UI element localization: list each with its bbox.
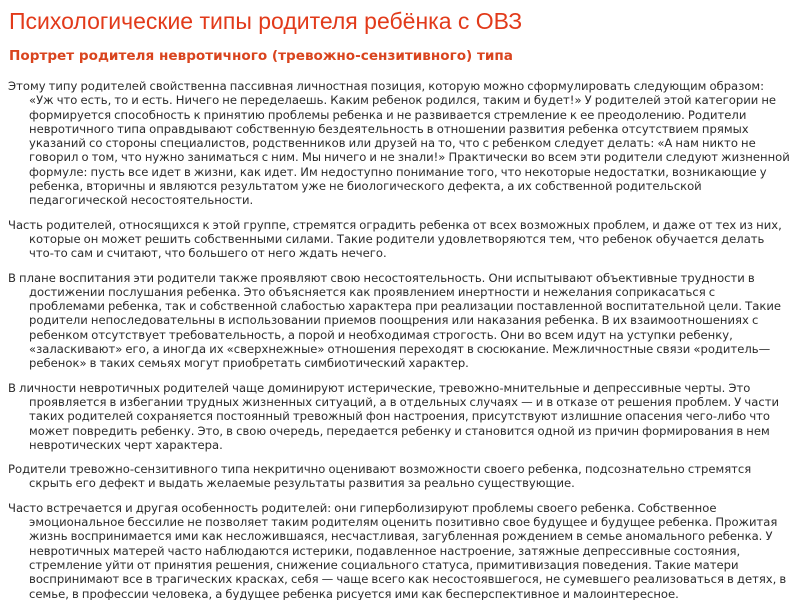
slide-subtitle: Портрет родителя невротичного (тревожно-сензитивного) типа: [9, 48, 513, 64]
paragraph-6: Часто встречается и другая особенность родителей: они гиперболизируют проблемы своего ребенка. Собственное эмоциональное бессилие не позволяет таким родителям оценить позитивно свое будущее и будущее ребенка. Прожитая жизнь воспринимается ими как несложившаяся, несчастливая, загубленная рождением в семье аномального ребенка. У невротичных матерей часто наблюдаются истерики, подавленное настроение, затяжные депрессивные состояния, стремление уйти от принятия решения, снижение социального статуса, примитивизация поведения. Такие матери воспринимают все в трагических красках, себя — чаще всего как несостоявшегося, не сумевшего реализоваться в детях, в семье, в профессии человека, а будущее ребенка рисуется ими как бесперспективное и малоинтересное.: [8, 500, 787, 600]
paragraph-5: Родители тревожно-сензитивного типа некритично оценивают возможности своего ребенка, подсознательно стремятся скрыть его дефект и выдать желаемые результаты развития за реально существующие.: [8, 462, 752, 491]
paragraph-3: В плане воспитания эти родители также проявляют свою несостоятельность. Они испытывают объективные трудности в достижении послушания ребенка. Это объясняется как проявлением инертности и нежелания соприкасаться с проблемами ребенка, так и собственной слабостью характера при реализации поставленной воспитательной цели. Такие родители непоследовательны в использовании приемов поощрения или наказания ребенка. В их взаимоотношениях с ребенком отсутствует требовательность, а порой и необходимая строгость. Они во всем идут на уступки ребенку, «заласкивают» его, а иногда их «сверхнежные» отношения переходят в сюсюкание. Межличностные связи «родитель—ребенок» в таких семьях могут приобретать симбиотический характер.: [8, 270, 781, 371]
slide-title: Психологические типы родителя ребёнка с ОВЗ: [9, 8, 523, 34]
paragraph-1: Этому типу родителей свойственна пассивная личностная позиция, которую можно сформулировать следующим образом: «Уж что есть, то и есть. Ничего не переделаешь. Каким ребенок родился, таким и будет!» У родителей этой категории не формируется способность к принятию проблемы ребенка и не развивается стремление к ее преодолению. Родители невротичного типа оправдывают собственную бездеятельность в отношении развития ребенка отсутствием прямых указаний со стороны специалистов, родственников или друзей на то, что с ребенком следует делать: «А нам никто не говорил о том, что нужно заниматься с ним. Мы ничего и не знали!» Практически во всем эти родители следуют жизненной формуле: пусть все идет в жизни, как идет. Им недоступно понимание того, что некоторые недостатки, возникающие у ребенка, вторичны и являются результатом уже не биологического дефекта, а их собственной родительской педагогической несостоятельности.: [8, 79, 790, 208]
paragraph-2: Часть родителей, относящихся к этой группе, стремятся оградить ребенка от всех возможных проблем, и даже от тех из них, которые он может решить собственными силами. Такие родители удовлетворяются тем, что ребенок обучается делать что-то сам и считают, что большего от него ждать нечего.: [8, 217, 782, 261]
slide-body: [8, 79, 790, 600]
paragraph-4: В личности невротичных родителей чаще доминируют истерические, тревожно-мнительные и депрессивные черты. Это проявляется в избегании трудных жизненных ситуаций, а в отдельных случаях — и в отказе от решения проблем. У части таких родителей сохраняется постоянный тревожный фон настроения, присутствуют излишние опасения чего-либо что может повредить ребенку. Это, в свою очередь, передается ребенку и становится одной из причин формирования в нем невротических черт характера.: [8, 380, 779, 452]
